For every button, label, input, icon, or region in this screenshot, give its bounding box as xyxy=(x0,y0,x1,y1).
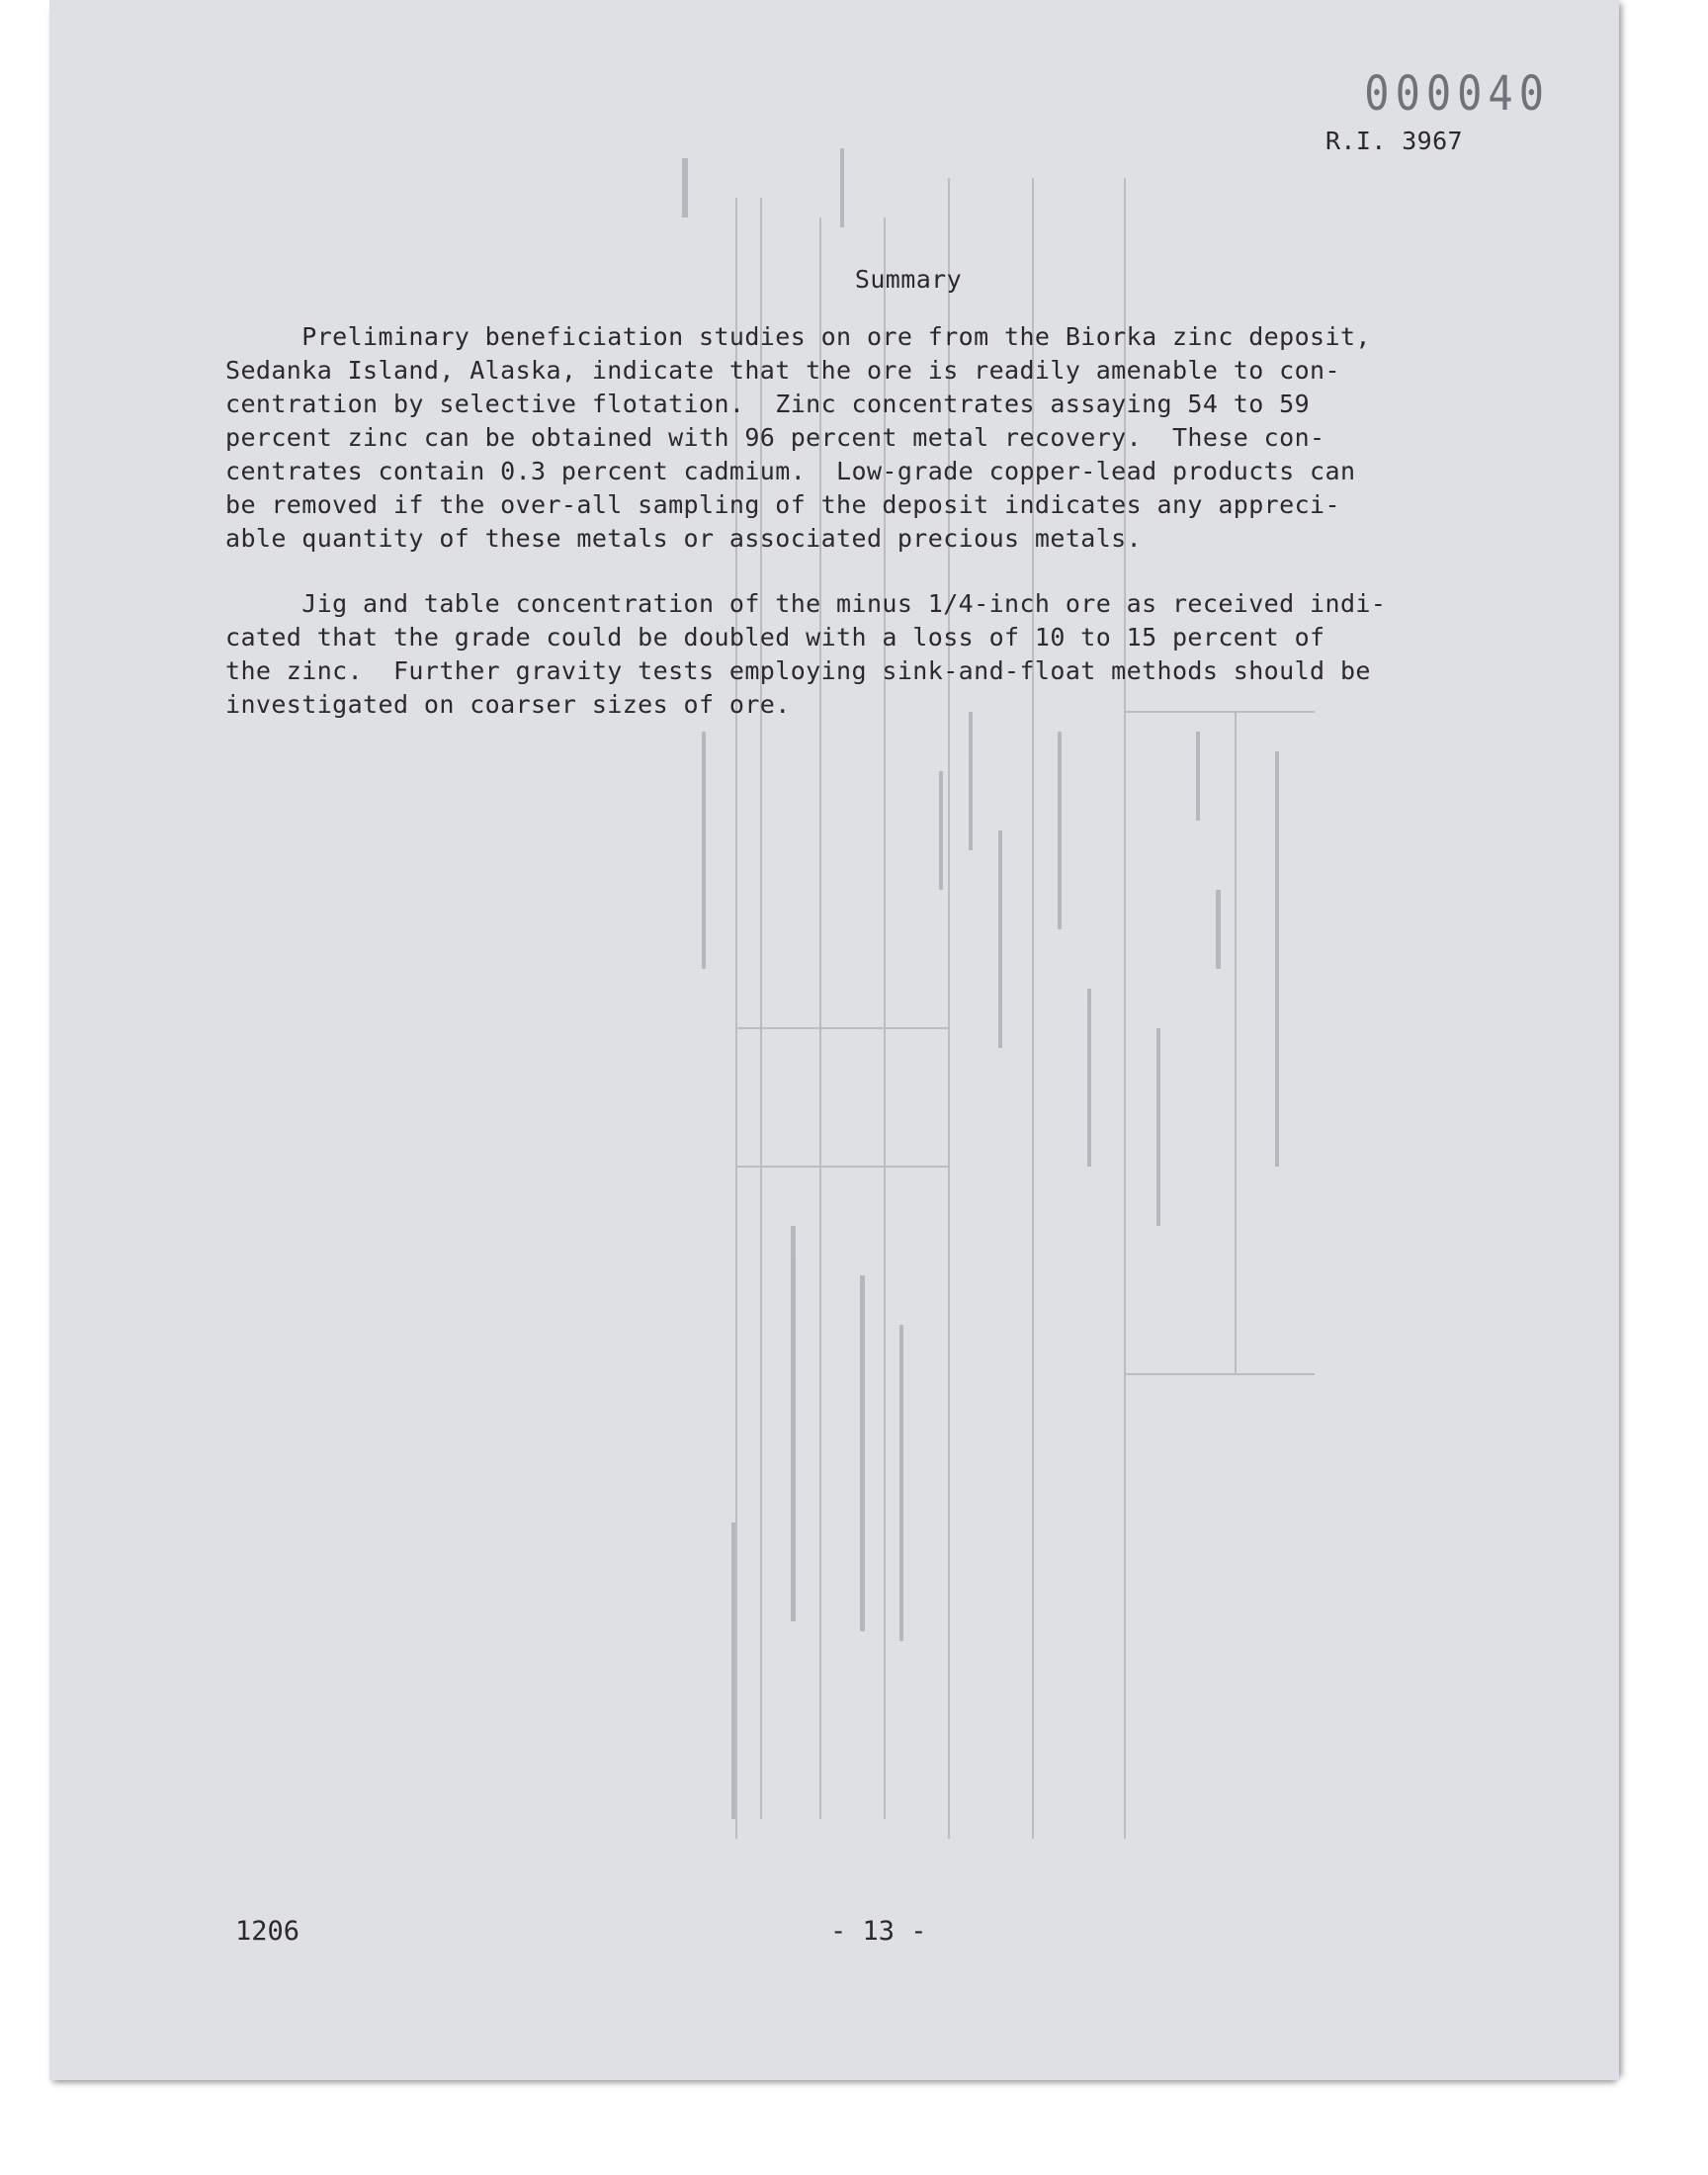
document-stamp-number: 000040 xyxy=(1364,65,1550,122)
paragraph-1 xyxy=(225,320,1550,556)
paragraph-line: be removed if the over-all sampling of the deposit indicates any appreci- xyxy=(225,490,1340,519)
report-id: R.I. 3967 xyxy=(1324,127,1463,155)
paragraph-line: investigated on coarser sizes of ore. xyxy=(225,690,791,719)
paragraph-line: cated that the grade could be doubled with a loss of 10 to 15 percent of xyxy=(225,623,1325,652)
paragraph-line: percent zinc can be obtained with 96 percent metal recovery. These con- xyxy=(225,423,1325,452)
document-page xyxy=(49,0,1619,2080)
paragraph-line: centrates contain 0.3 percent cadmium. Low-grade copper-lead products can xyxy=(225,457,1356,485)
paragraph-line: Preliminary beneficiation studies on ore from the Biorka zinc deposit, xyxy=(225,322,1371,351)
paragraph-2 xyxy=(225,587,1550,722)
paragraph-line: centration by selective flotation. Zinc concentrates assaying 54 to 59 xyxy=(225,390,1311,418)
page-number: - 13 - xyxy=(830,1916,927,1947)
paragraph-line: able quantity of these metals or associated precious metals. xyxy=(225,524,1143,553)
paragraph-line: Sedanka Island, Alaska, indicate that the ore is readily amenable to con- xyxy=(225,356,1340,385)
paragraph-line: Jig and table concentration of the minus 1/4-inch ore as received indi- xyxy=(225,589,1387,618)
section-heading xyxy=(49,265,1619,294)
footer-code: 1206 xyxy=(235,1916,300,1947)
section-heading-text: Summary xyxy=(854,265,963,294)
paragraph-line: the zinc. Further gravity tests employing sink-and-float methods should be xyxy=(225,656,1371,685)
